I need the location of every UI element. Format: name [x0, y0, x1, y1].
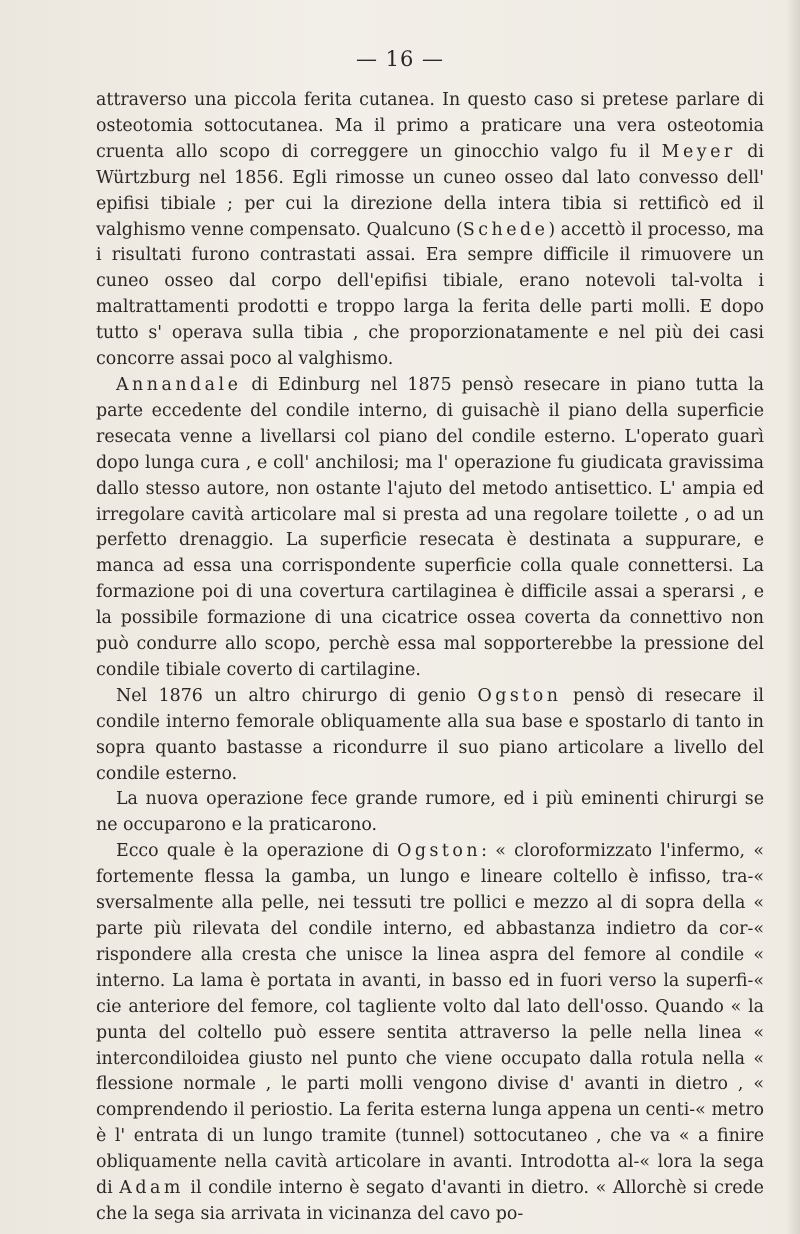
paragraph-4 — [96, 787, 764, 839]
paragraph-5 — [96, 839, 764, 1228]
text-segment: di Würtzburg nel 1856. Egli rimosse un cuneo osseo dal lato convesso dell' epifisi tibiale ; per cui la direzione della intera tibia si rettificò ed il valghismo venne compensato. Qualcuno ( — [96, 141, 764, 240]
text-segment: di Edinburg nel 1875 pensò resecare in piano tutta la parte eccedente del condile interno, di guisachè il piano della superficie resecata venne a livellarsi col piano del condile esterno. L'operato guarì dopo lunga cura , e coll' anchilosi; ma l' operazione fu giudicata gravissima dallo stesso autore, non ostante l'ajuto del metodo antisettico. L' ampia ed irregolare cavità articolare mal si presta ad una regolare toilette , o ad un perfetto drenaggio. La superficie resecata è destinata a suppurare, e manca ad essa una corrispondente superficie colla quale connettersi. La formazione poi di una covertura cartilaginea è difficile assai a sperarsi , e la possibile formazione di una cicatrice ossea coverta da connettivo non può condurre allo scopo, perchè essa mal sopporterebbe la pressione del condile tibiale coverto di cartilagine. — [96, 374, 764, 680]
author-name-ogston: Ogston — [397, 841, 482, 862]
author-name-annandale: Annandale — [116, 374, 242, 395]
page-edge-shadow — [786, 0, 800, 1234]
author-name-adam: Adam — [119, 1178, 184, 1199]
author-name-schede: Schede — [462, 219, 549, 240]
text-segment: il condile interno è segato d'avanti in dietro. « Allorchè si crede che la sega sia arrivata in vicinanza del cavo po- — [96, 1178, 764, 1224]
author-name-ogston: Ogston — [477, 685, 562, 706]
paragraph-2 — [96, 373, 764, 684]
paragraph-3 — [96, 684, 764, 788]
text-segment: pensò di resecare il condile interno femorale obliquamente alla sua base e spostarlo di tanto in sopra quanto bastasse a ricondurre il suo piano articolare a livello del condile esterno. — [96, 685, 764, 784]
text-segment: Nel 1876 un altro chirurgo di genio — [116, 685, 478, 706]
author-name-meyer: Meyer — [661, 141, 736, 162]
text-segment: La nuova operazione fece grande rumore, ed i più eminenti chirurgi se ne occuparono e la praticarono. — [96, 789, 764, 836]
text-segment: Ecco quale è la operazione di — [116, 841, 398, 862]
paragraph-1 — [96, 88, 764, 373]
text-segment: attraverso una piccola ferita cutanea. In questo caso si pretese parlare di osteotomia sottocutanea. Ma il primo a praticare una vera osteotomia cruenta allo scopo di correggere un ginocchio valgo fu il — [96, 90, 764, 162]
body-text — [96, 88, 764, 1228]
text-segment: : « cloroformizzato l'infermo, « fortemente flessa la gamba, un lungo e lineare coltello è infisso, tra-« sversalmente alla pelle, nei tessuti tre pollici e mezzo al di sopra della « parte più rilevata del condile interno, ed abbastanza indietro da cor-« rispondere alla cresta che unisce la linea aspra del femore al condile « interno. La lama è portata in avanti, in basso ed in fuori verso la superfi-« cie anteriore del femore, col tagliente volto dal lato dell'osso. Quando « la punta del coltello può essere sentita attraverso la pelle nella linea « intercondiloidea giusto nel punto che viene occupato dalla rotula nella « flessione normale , le parti molli vengono divise d' avanti in dietro , « comprendendo il periostio. La ferita esterna lunga appena un centi-« metro è l' entrata di un lungo tramite (tunnel) sottocutaneo , che va « a finire obliquamente nella cavità articolare in avanti. Introdotta al-« lora la sega di — [96, 841, 764, 1199]
text-segment: ) accettò il processo, ma i risultati furono contrastati assai. Era sempre difficile il rimuovere un cuneo osseo dal corpo dell'epifisi tibiale, erano notevoli tal-volta i maltrattamenti prodotti e troppo larga la ferita delle parti molli. E dopo tutto s' operava sulla tibia , che proporzionatamente e nel più dei casi concorre assai poco al valghismo. — [96, 219, 764, 370]
page-number-header: — 16 — — [355, 47, 445, 71]
